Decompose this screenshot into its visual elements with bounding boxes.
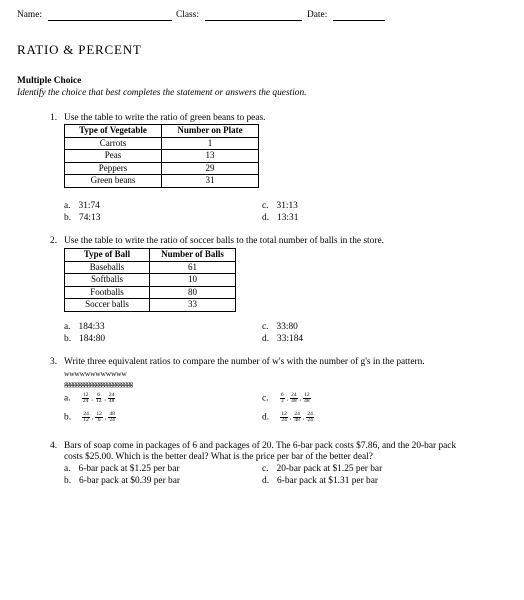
table-cell: Carrots — [65, 137, 162, 150]
q1-choice-b[interactable] — [64, 213, 100, 223]
q2-choice-d[interactable] — [262, 334, 303, 344]
table-cell: Peppers — [65, 162, 162, 175]
q2-text: Use the table to write the ratio of soccer balls to the total number of balls in the store. — [64, 236, 384, 246]
table-cell: Green beans — [65, 175, 162, 188]
choice-letter: d. — [262, 412, 270, 423]
q2-choice-a[interactable] — [64, 322, 105, 332]
choice-letter: c. — [262, 201, 269, 211]
q1-text: Use the table to write the ratio of green beans to peas. — [64, 113, 266, 123]
q4-choice-d[interactable] — [262, 476, 378, 486]
table-row — [65, 261, 236, 274]
choice-text: 31:13 — [276, 201, 298, 211]
section-instructions: Identify the choice that best completes the statement or answers the question. — [17, 88, 307, 98]
table-cell: Peas — [65, 150, 162, 163]
fraction: $\frac{12}{48}$ — [304, 392, 310, 404]
choice-letter: c. — [262, 464, 269, 474]
table-header: Type of Ball — [65, 249, 150, 262]
choice-text: 6-bar pack at $1.31 per bar — [277, 476, 379, 486]
q4-choice-c[interactable] — [262, 464, 382, 474]
q3-choice-d[interactable]: d. $\frac{12}{24}$ , $\frac{24}{48}$ , $\frac{24}{24}$ — [262, 411, 313, 423]
ball-table — [64, 248, 236, 312]
table-cell: 80 — [150, 286, 236, 299]
fraction: $\frac{24}{48}$ — [294, 411, 300, 423]
table-row — [65, 150, 259, 163]
q4-text-line1: Bars of soap come in packages of 6 and packages of 20. The 6-bar pack costs $7.86, and the 20-bar pack — [64, 441, 457, 451]
choice-letter: a. — [64, 322, 71, 332]
table-cell: 13 — [162, 150, 259, 163]
q4-number: 4. — [50, 441, 58, 451]
choice-letter: b. — [64, 213, 72, 223]
table-row — [65, 274, 236, 287]
name-label: Name: — [17, 10, 42, 20]
q4-text-line2: costs $25.00. Which is the better deal? What is the price per bar of the better deal? — [64, 452, 373, 462]
table-header: Type of Vegetable — [65, 125, 162, 138]
choice-text: 13:31 — [277, 213, 299, 223]
fraction: $\frac{12}{6}$ — [96, 411, 102, 423]
q3-number: 3. — [50, 357, 58, 367]
table-cell: 1 — [162, 137, 259, 150]
worksheet-title: RATIO & PERCENT — [17, 42, 142, 57]
choice-text: 74:13 — [79, 213, 101, 223]
fraction: $\frac{12}{24}$ — [281, 411, 287, 423]
q3-choice-a[interactable]: a. $\frac{12}{24}$ , $\frac{6}{12}$ , $\frac{24}{48}$ — [64, 392, 115, 404]
choice-letter: a. — [64, 393, 71, 404]
choice-text: 33:80 — [276, 322, 298, 332]
choice-text: 20-bar pack at $1.25 per bar — [276, 464, 383, 474]
choice-text: 31:74 — [78, 201, 100, 211]
table-cell: 61 — [150, 261, 236, 274]
fraction: $\frac{24}{48}$ — [291, 392, 297, 404]
vegetable-table — [64, 124, 259, 188]
q2-number: 2. — [50, 236, 58, 246]
table-cell: 33 — [150, 299, 236, 312]
table-cell: Baseballs — [65, 261, 150, 274]
choice-text: 6-bar pack at $1.25 per bar — [78, 464, 180, 474]
table-header-row — [65, 249, 236, 262]
q1-choice-c[interactable] — [262, 201, 298, 211]
fraction: $\frac{12}{24}$ — [82, 392, 89, 404]
choice-letter: b. — [64, 334, 72, 344]
q2-choice-b[interactable] — [64, 334, 105, 344]
table-cell: 10 — [150, 274, 236, 287]
table-cell: Softballs — [65, 274, 150, 287]
table-cell: 29 — [162, 162, 259, 175]
choice-text: 6-bar pack at $0.39 per bar — [79, 476, 181, 486]
q4-choice-b[interactable] — [64, 476, 180, 486]
fraction: $\frac{24}{24}$ — [307, 411, 313, 423]
table-header-row — [65, 125, 259, 138]
q4-choice-a[interactable] — [64, 464, 180, 474]
q3-choice-b[interactable]: b. $\frac{24}{12}$ , $\frac{12}{6}$ , $\frac{48}{24}$ — [64, 411, 115, 423]
fraction: $\frac{24}{48}$ — [108, 392, 115, 404]
choice-text: 184:33 — [78, 322, 105, 332]
q3-choice-c[interactable]: c. $\frac{6}{3}$ , $\frac{24}{48}$ , $\frac{12}{48}$ — [262, 392, 310, 404]
choice-text: 33:184 — [277, 334, 304, 344]
fraction: $\frac{24}{12}$ — [83, 411, 89, 423]
table-row — [65, 162, 259, 175]
table-cell: Soccer balls — [65, 299, 150, 312]
section-heading: Multiple Choice — [17, 76, 82, 86]
q3-text: Write three equivalent ratios to compare the number of w's with the number of g's in the pattern. — [64, 357, 425, 367]
table-header: Number of Balls — [150, 249, 236, 262]
pattern-w: wwwwwwwwwwww — [64, 369, 127, 378]
table-row — [65, 286, 236, 299]
q1-choice-a[interactable] — [64, 201, 100, 211]
class-line — [205, 20, 302, 21]
choice-letter: b. — [64, 412, 72, 423]
choice-letter: d. — [262, 334, 270, 344]
date-line — [333, 20, 385, 21]
fraction: $\frac{6}{3}$ — [280, 392, 284, 404]
choice-letter: b. — [64, 476, 72, 486]
fraction: $\frac{6}{12}$ — [95, 392, 102, 404]
table-row — [65, 299, 236, 312]
q1-number: 1. — [50, 113, 58, 123]
table-row — [65, 137, 259, 150]
choice-letter: c. — [262, 393, 269, 404]
choice-letter: a. — [64, 201, 71, 211]
fraction: $\frac{48}{24}$ — [109, 411, 115, 423]
choice-letter: d. — [262, 476, 270, 486]
table-cell: Footballs — [65, 286, 150, 299]
choice-letter: c. — [262, 322, 269, 332]
choice-letter: d. — [262, 213, 270, 223]
table-header: Number on Plate — [162, 125, 259, 138]
choice-letter: a. — [64, 464, 71, 474]
date-label: Date: — [307, 10, 328, 20]
table-cell: 31 — [162, 175, 259, 188]
class-label: Class: — [176, 10, 199, 20]
name-line — [48, 20, 172, 21]
choice-text: 184:80 — [79, 334, 106, 344]
q2-choice-c[interactable] — [262, 322, 298, 332]
table-row — [65, 175, 259, 188]
pattern-g: gggggggggggggggggggggggg — [64, 379, 133, 388]
q1-choice-d[interactable] — [262, 213, 298, 223]
